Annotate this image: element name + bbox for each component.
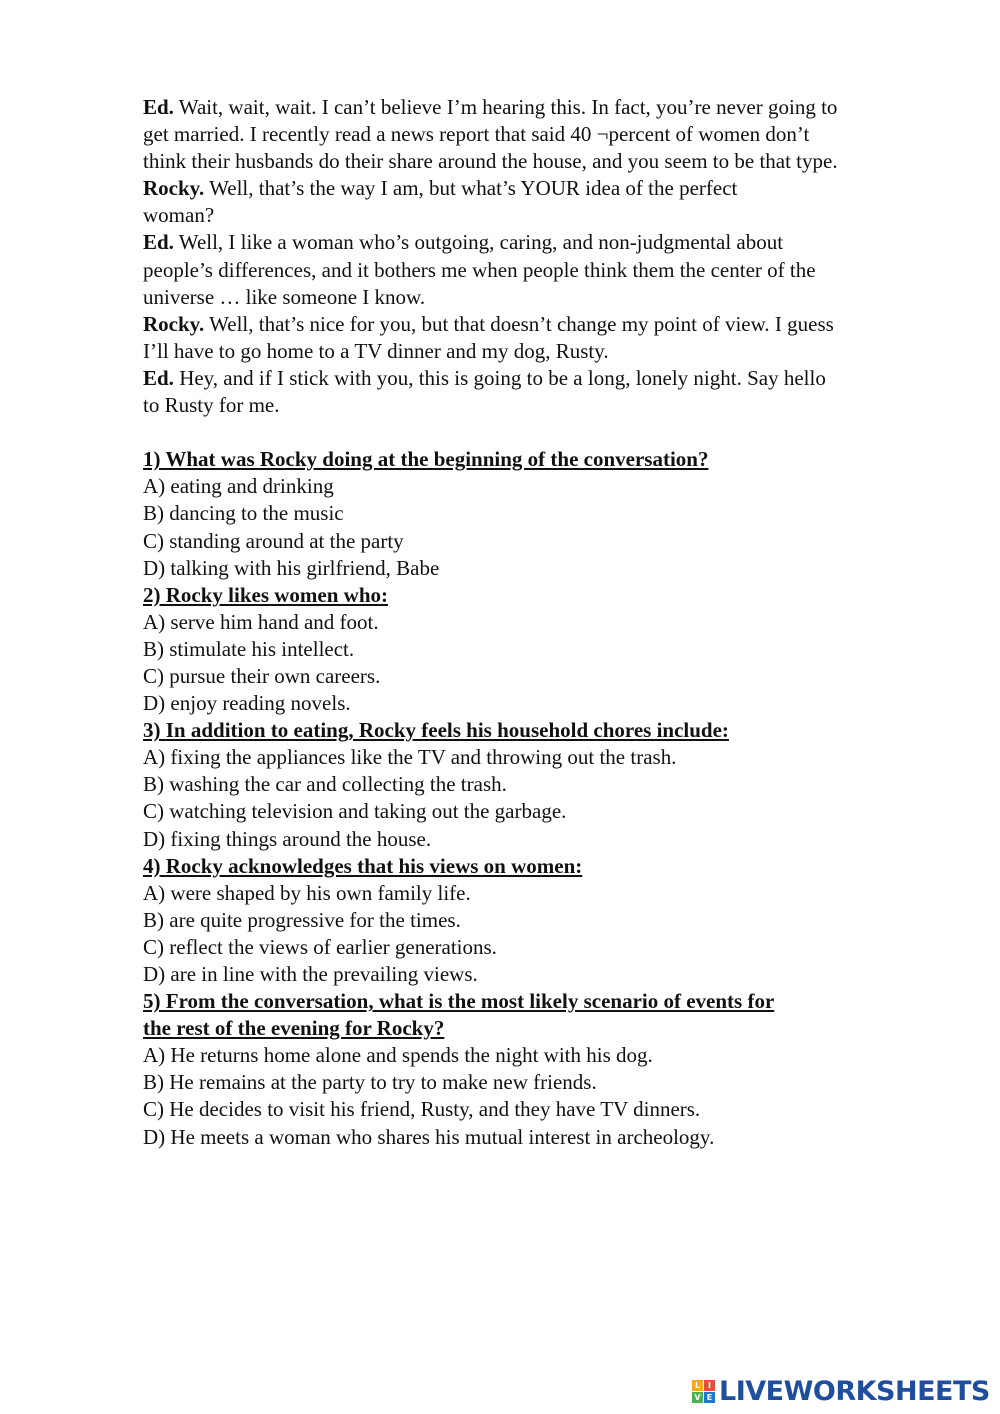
questions-section	[143, 446, 933, 1150]
dialogue-text: I’ll have to go home to a TV dinner and my dog, Rusty.	[143, 338, 609, 363]
liveworksheets-logo	[692, 1374, 990, 1408]
question-block	[143, 582, 933, 717]
logo-text: LIVEWORKSHEETS	[719, 1375, 990, 1407]
answer-option[interactable]: C) watching television and taking out the garbage.	[143, 799, 567, 824]
dialogue-text: to Rusty for me.	[143, 393, 280, 418]
answer-option[interactable]: A) eating and drinking	[143, 474, 334, 499]
question-title: 4) Rocky acknowledges that his views on women:	[143, 853, 583, 878]
dialogue-text: woman?	[143, 203, 215, 228]
speaker-name: Rocky.	[143, 311, 205, 336]
answer-option[interactable]: C) pursue their own careers.	[143, 663, 381, 688]
logo-mark-letter: E	[704, 1392, 715, 1403]
question-block	[143, 988, 933, 1151]
dialogue-line	[143, 392, 933, 419]
logo-mark-letter: V	[692, 1392, 703, 1403]
speaker-name: Rocky.	[143, 176, 205, 201]
worksheet-page	[143, 94, 933, 1151]
speaker-name: Ed.	[143, 95, 174, 119]
question-title: 2) Rocky likes women who:	[143, 582, 388, 607]
dialogue-line	[143, 121, 933, 148]
dialogue-line	[143, 148, 933, 175]
answer-option[interactable]: B) stimulate his intellect.	[143, 636, 355, 661]
dialogue-text: Well, that’s the way I am, but what’s YOUR idea of the perfect	[204, 176, 738, 201]
question-title: 5) From the conversation, what is the most likely scenario of events for	[143, 989, 775, 1014]
dialogue-section	[143, 94, 933, 419]
dialogue-line	[143, 229, 933, 256]
dialogue-line	[143, 202, 933, 229]
dialogue-line	[143, 284, 933, 311]
dialogue-line	[143, 311, 933, 338]
logo-mark-icon	[692, 1380, 715, 1403]
dialogue-text: Well, I like a woman who’s outgoing, caring, and non-judgmental about	[173, 230, 784, 255]
answer-option[interactable]: A) serve him hand and foot.	[143, 609, 379, 634]
answer-option[interactable]: C) reflect the views of earlier generations.	[143, 934, 497, 959]
question-title: 1) What was Rocky doing at the beginning of the conversation?	[143, 447, 709, 472]
speaker-name: Ed.	[143, 230, 174, 255]
answer-option[interactable]: C) He decides to visit his friend, Rusty, and they have TV dinners.	[143, 1097, 701, 1122]
answer-option[interactable]: D) He meets a woman who shares his mutual interest in archeology.	[143, 1124, 715, 1149]
answer-option[interactable]: B) are quite progressive for the times.	[143, 907, 461, 932]
answer-option[interactable]: A) were shaped by his own family life.	[143, 880, 471, 905]
dialogue-line	[143, 175, 933, 202]
dialogue-text: Hey, and if I stick with you, this is going to be a long, lonely night. Say hello	[173, 365, 826, 390]
dialogue-text: get married. I recently read a news report that said 40 ¬percent of women don’t	[143, 122, 810, 147]
answer-option[interactable]: D) are in line with the prevailing views.	[143, 962, 478, 986]
speaker-name: Ed.	[143, 365, 174, 390]
question-title: the rest of the evening for Rocky?	[143, 1016, 445, 1041]
logo-mark-letter: I	[704, 1380, 715, 1391]
dialogue-text: people’s differences, and it bothers me when people think them the center of the	[143, 257, 816, 282]
answer-option[interactable]: D) talking with his girlfriend, Babe	[143, 555, 440, 580]
answer-option[interactable]: A) He returns home alone and spends the night with his dog.	[143, 1043, 653, 1068]
dialogue-text: Well, that’s nice for you, but that doesn’t change my point of view. I guess	[204, 311, 834, 336]
question-title: 3) In addition to eating, Rocky feels his household chores include:	[143, 718, 729, 743]
dialogue-line	[143, 257, 933, 284]
answer-option[interactable]: C) standing around at the party	[143, 528, 404, 553]
dialogue-text: universe … like someone I know.	[143, 284, 426, 309]
answer-option[interactable]: B) dancing to the music	[143, 501, 344, 526]
answer-option[interactable]: B) washing the car and collecting the trash.	[143, 772, 507, 797]
dialogue-text: Wait, wait, wait. I can’t believe I’m hearing this. In fact, you’re never going to	[173, 95, 838, 119]
answer-option[interactable]: D) fixing things around the house.	[143, 826, 432, 851]
answer-option[interactable]: B) He remains at the party to try to make new friends.	[143, 1070, 597, 1095]
dialogue-line	[143, 338, 933, 365]
answer-option[interactable]: A) fixing the appliances like the TV and throwing out the trash.	[143, 745, 677, 770]
dialogue-line	[143, 94, 933, 121]
dialogue-text: think their husbands do their share around the house, and you seem to be that type.	[143, 149, 838, 174]
logo-mark-letter: L	[692, 1380, 703, 1391]
answer-option[interactable]: D) enjoy reading novels.	[143, 691, 351, 716]
section-gap	[143, 419, 933, 446]
dialogue-line	[143, 365, 933, 392]
question-block	[143, 717, 933, 852]
question-block	[143, 446, 933, 581]
question-block	[143, 853, 933, 988]
